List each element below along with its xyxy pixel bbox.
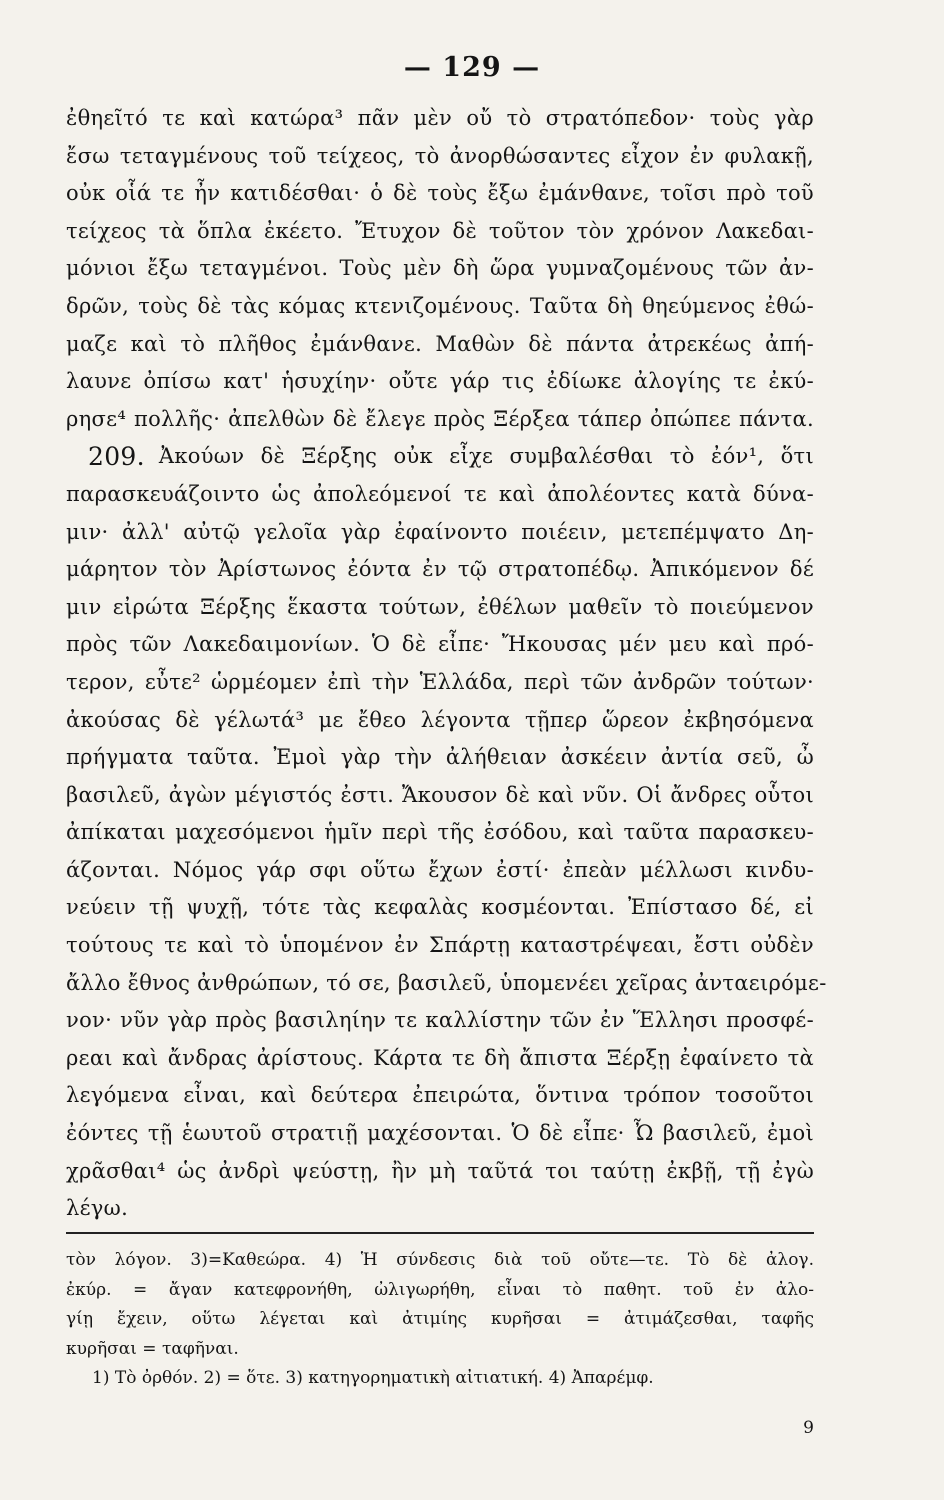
text-line: ἀκούσας δὲ γέλωτά³ με ἔθεο λέγοντα τῇπερ ὥρεον ἐκβησόμενα xyxy=(66,707,814,732)
footnote-divider xyxy=(66,1232,814,1234)
text-line: μαζε καὶ τὸ πλῆθος ἐμάνθανε. Μαθὼν δὲ πάντα ἀτρεκέως ἀπή- xyxy=(66,331,814,356)
text-line: χρᾶσθαι⁴ ὡς ἀνδρὶ ψεύστῃ, ἢν μὴ ταῦτά τοι ταύτῃ ἐκβῇ, τῇ ἐγὼ xyxy=(66,1158,814,1183)
text-line: 209. Ἀκούων δὲ Ξέρξης οὐκ εἶχε συμβαλέσθαι τὸ ἐόν¹, ὅτι xyxy=(66,438,814,476)
text-line: ἄλλο ἔθνος ἀνθρώπων, τό σε, βασιλεῦ, ὑπομενέει χεῖρας ἀνταειρόμε- xyxy=(66,970,827,995)
section-number: 209. xyxy=(88,442,145,472)
page-number: — 129 — xyxy=(403,52,541,83)
text-line: τερον, εὖτε² ὡρμέομεν ἐπὶ τὴν Ἑλλάδα, περὶ τῶν ἀνδρῶν τούτων· xyxy=(66,669,814,694)
footnote-line: ἐκύρ. = ἄγαν κατεφρονήθη, ὠλιγωρήθη, εἶναι τὸ παθητ. τοῦ ἐν ἀλο- xyxy=(66,1279,814,1300)
text-line: τείχεος τὰ ὅπλα ἐκέετο. Ἔτυχον δὲ τοῦτον τὸν χρόνον Λακεδαι- xyxy=(66,218,814,243)
text-line: μιν εἰρώτα Ξέρξης ἕκαστα τούτων, ἐθέλων μαθεῖν τὸ ποιεύμενον xyxy=(66,594,814,619)
text-line: λαυνε ὀπίσω κατ' ἡσυχίην· οὔτε γάρ τις ἐδίωκε ἀλογίης τε ἐκύ- xyxy=(66,369,814,394)
text-line: ἐόντες τῇ ἑωυτοῦ στρατιῇ μαχέσονται. Ὁ δὲ εἶπε· Ὦ βασιλεῦ, ἐμοὶ xyxy=(66,1121,814,1146)
main-text xyxy=(66,100,827,1228)
text-line: δρῶν, τοὺς δὲ τὰς κόμας κτενιζομένους. Ταῦτα δὴ θηεύμενος ἐθώ- xyxy=(66,293,814,318)
text-line: ἀπίκαται μαχεσόμενοι ἡμῖν περὶ τῆς ἐσόδου, καὶ ταῦτα παρασκευ- xyxy=(66,820,814,845)
footnote-line: γίῃ ἔχειν, οὕτω λέγεται καὶ ἀτιμίης κυρῆσαι = ἀτιμάζεσθαι, ταφῆς xyxy=(66,1309,814,1330)
footnote-line: τὸν λόγον. 3)=Καθεώρα. 4) Ἡ σύνδεσις διὰ τοῦ οὔτε—τε. Τὸ δὲ ἀλογ. xyxy=(66,1250,814,1270)
text-line: ρησε⁴ πολλῆς· ἀπελθὼν δὲ ἔλεγε πρὸς Ξέρξεα τάπερ ὀπώπεε πάντα. xyxy=(66,406,814,431)
text-line: νον· νῦν γὰρ πρὸς βασιληίην τε καλλίστην τῶν ἐν Ἕλλησι προσφέ- xyxy=(66,1008,814,1033)
text-line: πρὸς τῶν Λακεδαιμονίων. Ὁ δὲ εἶπε· Ἤκουσας μέν μευ καὶ πρό- xyxy=(66,632,814,657)
text-line: ρεαι καὶ ἄνδρας ἀρίστους. Κάρτα τε δὴ ἄπιστα Ξέρξῃ ἐφαίνετο τὰ xyxy=(66,1045,814,1070)
text-line: οὐκ οἷά τε ἦν κατιδέσθαι· ὁ δὲ τοὺς ἔξω ἐμάνθανε, τοῖσι πρὸ τοῦ xyxy=(66,181,814,206)
text-line: μάρητον τὸν Ἀρίστωνος ἐόντα ἐν τῷ στρατοπέδῳ. Ἀπικόμενον δέ xyxy=(66,557,814,582)
text-line: λέγω. xyxy=(66,1196,129,1221)
text-line: ἐθηεῖτό τε καὶ κατώρα³ πᾶν μὲν οὔ τὸ στρατόπεδον· τοὺς γὰρ xyxy=(66,106,814,130)
text-line: ἔσω τεταγμένους τοῦ τείχεος, τὸ ἀνορθώσαντες εἶχον ἐν φυλακῇ, xyxy=(66,143,814,168)
text-line: άζονται. Νόμος γάρ σφι οὕτω ἔχων ἐστί· ἐπεὰν μέλλωσι κινδυ- xyxy=(66,857,814,882)
text-line: μόνιοι ἔξω τεταγμένοι. Τοὺς μὲν δὴ ὥρα γυμναζομένους τῶν ἀν- xyxy=(66,256,814,281)
text-line: τούτους τε καὶ τὸ ὑπομένον ἐν Σπάρτῃ καταστρέψεαι, ἔστι οὐδὲν xyxy=(66,933,814,958)
text-line: βασιλεῦ, ἀγὼν μέγιστός ἐστι. Ἄκουσον δὲ καὶ νῦν. Οἱ ἄνδρες οὗτοι xyxy=(66,782,814,807)
footnote-line: 1) Τὸ ὀρθόν. 2) = ὅτε. 3) κατηγορηματικὴ αἰτιατική. 4) Ἀπαρέμφ. xyxy=(92,1368,654,1389)
text-line: παρασκευάζοιντο ὡς ἀπολεόμενοί τε καὶ ἀπολέοντες κατὰ δύνα- xyxy=(66,481,814,506)
text-line: μιν· ἀλλ' αὐτῷ γελοῖα γὰρ ἐφαίνοντο ποιέειν, μετεπέμψατο Δη- xyxy=(66,519,814,544)
footnotes xyxy=(66,1246,814,1394)
text-line: πρήγματα ταῦτα. Ἐμοὶ γὰρ τὴν ἀλήθειαν ἀσκέειν ἀντία σεῦ, ὦ xyxy=(66,745,814,770)
footnote-line: κυρῆσαι = ταφῆναι. xyxy=(66,1338,239,1359)
signature-mark: 9 xyxy=(803,1418,814,1438)
text-line: λεγόμενα εἶναι, καὶ δεύτερα ἐπειρώτα, ὅντινα τρόπον τοσοῦτοι xyxy=(66,1083,814,1108)
text-line: νεύειν τῇ ψυχῇ, τότε τὰς κεφαλὰς κοσμέονται. Ἐπίστασο δέ, εἰ xyxy=(66,895,814,920)
